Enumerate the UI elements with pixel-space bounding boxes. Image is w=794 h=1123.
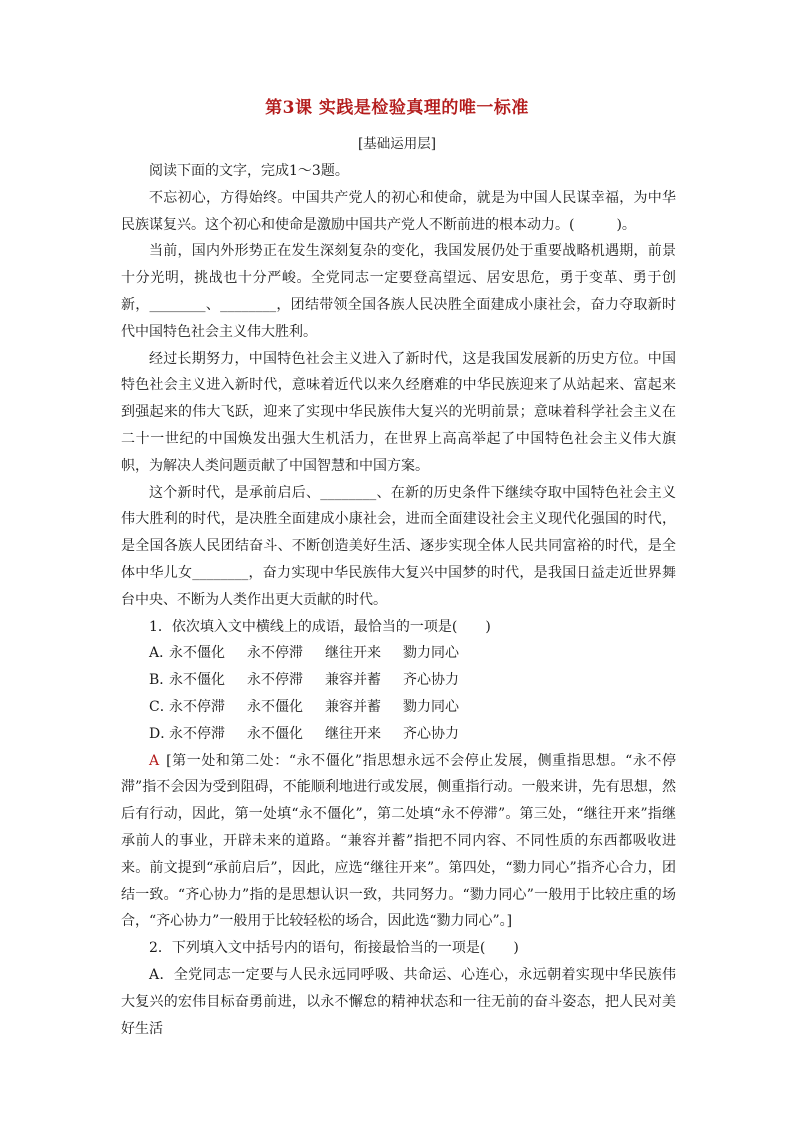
option-label: D． — [149, 725, 175, 742]
question-2-option-a: A．全党同志一定要与人民永远同呼吸、共命运、心连心，永远朝着实现中华民族伟大复兴的宏伟目标奋勇前进，以永不懈怠的精神状态和一往无前的奋斗姿态，把人民对美好生活 — [121, 966, 676, 1037]
option-word: 永不僵化 — [247, 725, 303, 742]
passage-paragraph: 不忘初心，方得始终。中国共产党人的初心和使命，就是为中国人民谋幸福，为中华民族谋复兴。这个初心和使命是激励中国共产党人不断前进的根本动力。( )。 — [121, 189, 676, 233]
lesson-title: 第3课 实践是检验真理的唯一标准 — [265, 98, 529, 118]
option-word: 勠力同心 — [403, 698, 459, 715]
option-b — [121, 667, 676, 694]
passage-paragraph: 经过长期努力，中国特色社会主义进入了新时代，这是我国发展新的历史方位。中国特色社会主义进入新时代，意味着近代以来久经磨难的中华民族迎来了从站起来、富起来到强起来的伟大飞跃，迎来了实现中华民族伟大复兴的光明前景；意味着科学社会主义在二十一世纪的中国焕发出强大生机活力，在世界上高高举起了中国特色社会主义伟大旗帜，为解决人类问题贡献了中国智慧和中国方案。 — [121, 350, 676, 474]
answer-analysis — [121, 748, 676, 936]
option-word: 永不停滞 — [247, 672, 303, 689]
option-word: 永不僵化 — [247, 698, 303, 715]
option-label: B． — [149, 672, 174, 689]
option-word: 兼容并蓄 — [325, 698, 381, 715]
reading-instruction: 阅读下面的文字，完成1～3题。 — [149, 163, 349, 179]
option-word: 永不停滞 — [169, 725, 225, 742]
option-label: A． — [149, 645, 174, 662]
document-body — [121, 158, 676, 1042]
option-label: C． — [149, 698, 174, 715]
passage-paragraph: 当前，国内外形势正在发生深刻复杂的变化，我国发展仍处于重要战略机遇期，前景十分光明，挑战也十分严峻。全党同志一定要登高望远、居安思危，勇于变革、勇于创新，________、________，团结带领全国各族人民决胜全面建成小康社会，奋力夺取新时代中国特色社会主义伟大胜利。 — [121, 243, 676, 340]
option-word: 永不停滞 — [169, 698, 225, 715]
option-word: 继往开来 — [325, 725, 381, 742]
option-word: 永不停滞 — [247, 645, 303, 662]
passage-paragraph: 这个新时代，是承前启后、________、在新的历史条件下继续夺取中国特色社会主义伟大胜利的时代，是决胜全面建成小康社会，进而全面建设社会主义现代化强国的时代，是全国各族人民团结奋斗、不断创造美好生活、逐步实现全体人民共同富裕的时代，是全体中华儿女________，奋力实现中华民族伟大复兴中国梦的时代，是我国日益走近世界舞台中央、不断为人类作出更大贡献的时代。 — [121, 484, 676, 608]
question-2-stem: 2．下列填入文中括号内的语句，衔接最恰当的一项是( ) — [149, 940, 519, 957]
option-word: 永不僵化 — [169, 672, 225, 689]
question-1-stem: 1．依次填入文中横线上的成语，最恰当的一项是( ) — [149, 618, 491, 635]
option-d — [121, 721, 676, 748]
analysis-text: [第一处和第二处：“永不僵化”指思想永远不会停止发展，侧重指思想。“永不停滞”指不会因为受到阻碍，不能顺利地进行或发展，侧重指行动。一般来讲，先有思想，然后有行动，因此，第一处填“永不僵化”，第二处填“永不停滞”。第三处，“继往开来”指继承前人的事业，开辟未来的道路。“兼容并蓄”指把不同内容、不同性质的东西都吸收进来。前文提到“承前启后”，因此，应选“继往开来”。第四处，“勠力同心”指齐心合力，团结一致。“齐心协力”指的是思想认识一致，共同努力。“勠力同心”一般用于比较庄重的场合，“齐心协力”一般用于比较轻松的场合，因此选“勠力同心”。] — [121, 752, 676, 930]
section-label: [基础运用层] — [357, 136, 437, 152]
option-a — [121, 640, 676, 667]
option-word: 勠力同心 — [403, 645, 459, 662]
answer-letter: A — [149, 752, 160, 769]
option-word: 永不僵化 — [169, 645, 225, 662]
option-word: 继往开来 — [325, 645, 381, 662]
option-word: 齐心协力 — [403, 672, 459, 689]
option-word: 兼容并蓄 — [325, 672, 381, 689]
option-c — [121, 694, 676, 721]
option-word: 齐心协力 — [403, 725, 459, 742]
